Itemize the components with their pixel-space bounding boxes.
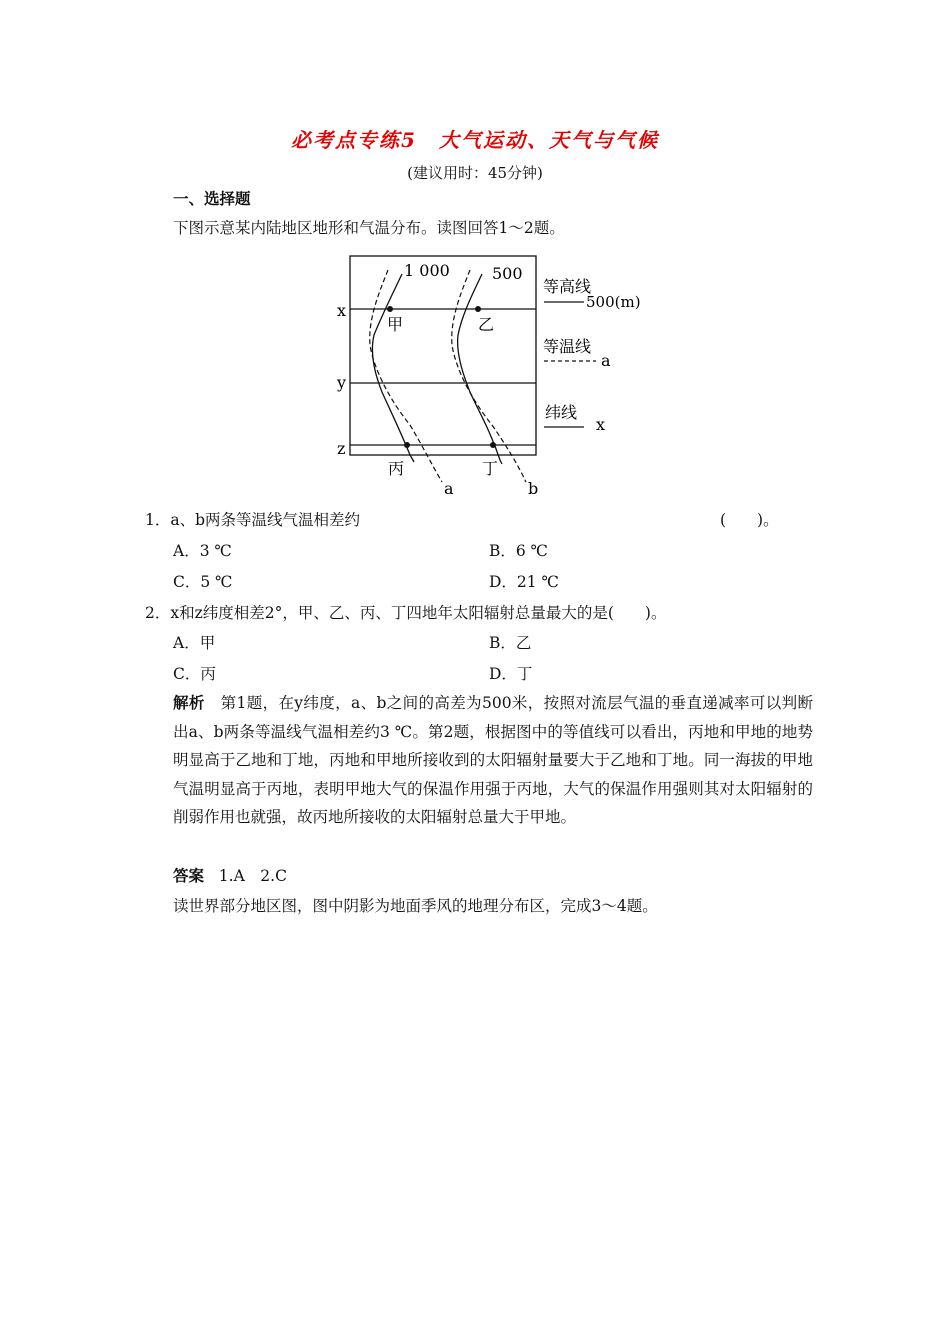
legend-contour-value: 500(m) xyxy=(586,293,641,311)
label-yi: 乙 xyxy=(478,315,495,334)
contour-500 xyxy=(458,274,502,464)
q2-option-d: D．丁 xyxy=(489,665,533,683)
legend-lat-label: x xyxy=(596,415,606,434)
label-iso-b: b xyxy=(528,479,539,498)
analysis-paragraph xyxy=(173,689,813,832)
point-jia xyxy=(387,306,393,312)
intro-text-2: 读世界部分地区图，图中阴影为地面季风的地理分布区，完成3～4题。 xyxy=(173,897,658,915)
label-contour-500: 500 xyxy=(492,264,523,283)
q1-option-d: D．21 ℃ xyxy=(489,573,559,591)
legend-isotherm-title: 等温线 xyxy=(543,337,592,356)
section-heading: 一、选择题 xyxy=(173,189,251,208)
q1-option-a: A．3 ℃ xyxy=(173,542,232,560)
label-jia: 甲 xyxy=(387,315,404,334)
label-bing: 丙 xyxy=(388,459,405,478)
question-1-stem: 1．a、b两条等温线气温相差约 xyxy=(145,511,361,529)
map-frame xyxy=(350,256,536,455)
legend-isotherm-label: a xyxy=(601,351,611,370)
page-title: 必考点专练5 大气运动、天气与气候 xyxy=(291,128,659,152)
legend-lat-title: 纬线 xyxy=(545,403,578,422)
answer-label: 答案 xyxy=(173,866,205,885)
point-yi xyxy=(475,306,481,312)
analysis-label: 解析 xyxy=(173,693,205,712)
suggested-time: (建议用时：45分钟) xyxy=(407,164,543,182)
q2-option-b: B．乙 xyxy=(489,634,532,652)
point-bing xyxy=(404,442,410,448)
label-iso-a: a xyxy=(444,479,454,498)
isotherm-b xyxy=(452,270,526,482)
label-ding: 丁 xyxy=(482,459,499,478)
terrain-temperature-figure xyxy=(330,250,641,500)
question-1-bracket: ( )。 xyxy=(720,511,779,529)
label-lat-z: z xyxy=(337,439,346,458)
q2-option-a: A．甲 xyxy=(173,634,216,652)
answer-text: 1.A 2.C xyxy=(218,867,287,885)
q1-option-c: C．5 ℃ xyxy=(173,573,233,591)
answer-line xyxy=(173,866,287,886)
question-2-stem: 2．x和z纬度相差2°，甲、乙、丙、丁四地年太阳辐射总量最大的是( )。 xyxy=(145,604,667,622)
q2-option-c: C．丙 xyxy=(173,665,216,683)
q1-option-b: B．6 ℃ xyxy=(489,542,549,560)
point-ding xyxy=(490,442,496,448)
analysis-text: 第1题，在y纬度，a、b之间的高差为500米，按照对流层气温的垂直递减率可以判断出a、b两条等温线气温相差约3 ℃。第2题，根据图中的等值线可以看出，丙地和甲地的地势明显高于乙地和丁地，丙地和甲地所接收到的太阳辐射量要大于乙地和丁地。同一海拔的甲地气温明显高于丙地，表明甲地大气的保温作用强于丙地，大气的保温作用强则其对太阳辐射的削弱作用也就强，故丙地所接收的太阳辐射总量大于甲地。 xyxy=(173,694,813,826)
label-lat-x: x xyxy=(337,301,347,320)
legend-contour-title: 等高线 xyxy=(543,277,592,296)
label-contour-1000: 1 000 xyxy=(404,261,450,280)
intro-text-1: 下图示意某内陆地区地形和气温分布。读图回答1～2题。 xyxy=(173,219,565,237)
isotherm-a xyxy=(370,270,442,482)
contour-1000 xyxy=(372,274,414,462)
label-lat-y: y xyxy=(337,373,347,392)
